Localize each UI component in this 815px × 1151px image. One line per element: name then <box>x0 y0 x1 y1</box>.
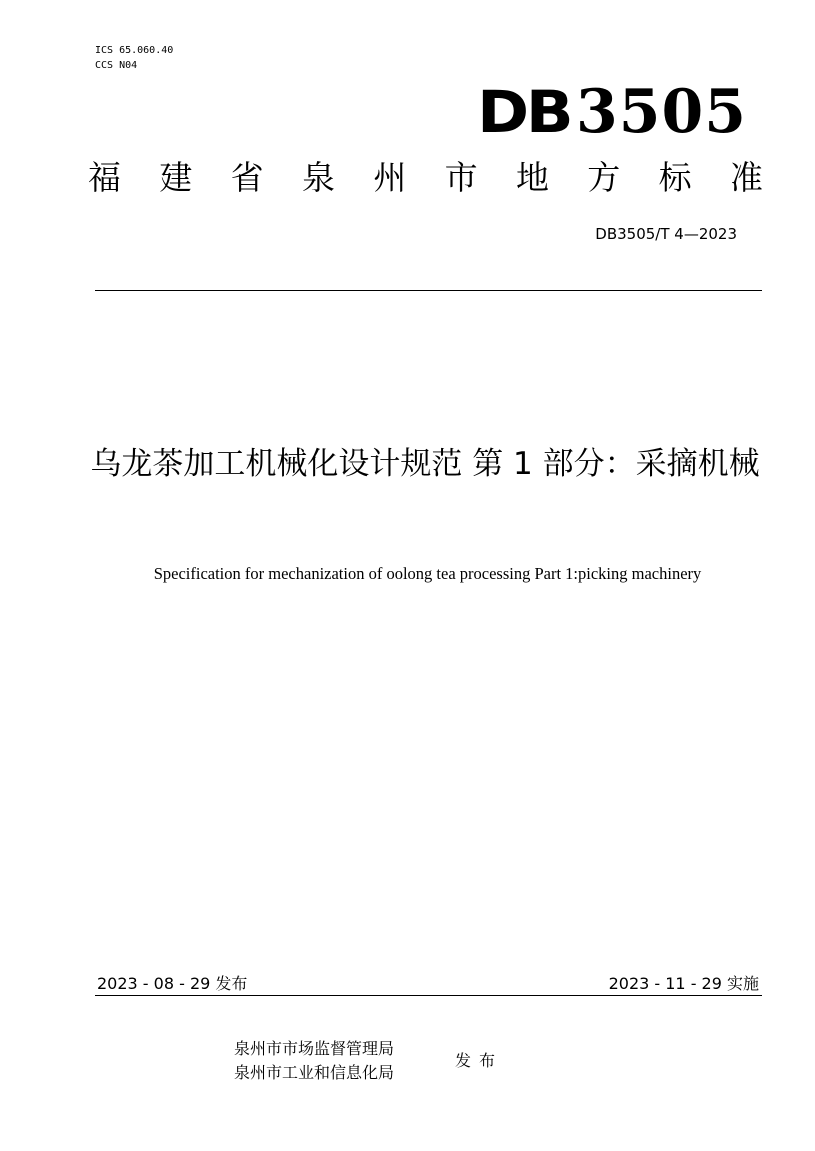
issue-date: 2023 - 08 - 29 发布 <box>97 974 248 993</box>
standard-level-char: 建 <box>159 158 193 197</box>
ics-code: ICS 65.060.40 <box>95 45 174 56</box>
standard-level-char: 方 <box>587 158 621 197</box>
standard-level-title <box>88 155 763 201</box>
standard-number: DB3505/T 4—2023 <box>595 225 737 243</box>
standard-level-char: 标 <box>658 158 692 197</box>
implementation-date: 2023 - 11 - 29 实施 <box>608 974 759 993</box>
issuer-name: 泉州市工业和信息化局 <box>234 1063 395 1082</box>
standard-level-char: 地 <box>515 158 549 197</box>
footer-divider <box>95 995 762 996</box>
document-title-chinese: 乌龙茶加工机械化设计规范 第 1 部分：采摘机械 <box>90 446 760 482</box>
header-divider <box>95 290 762 291</box>
db-number: 3505 <box>576 77 747 147</box>
standard-level-char: 省 <box>230 158 264 197</box>
issuer-name: 泉州市市场监督管理局 <box>234 1039 395 1058</box>
standard-level-char: 福 <box>88 158 121 197</box>
standard-level-char: 州 <box>373 158 407 197</box>
standard-level-char: 准 <box>729 158 763 197</box>
ccs-code: CCS N04 <box>95 60 138 71</box>
db-prefix: DB <box>476 78 570 146</box>
document-title-english: Specification for mechanization of oolong tea processing Part 1:picking machinery <box>153 564 702 583</box>
standard-level-char: 市 <box>444 158 478 197</box>
standard-level-char: 泉 <box>301 158 335 197</box>
db-standard-code <box>476 77 747 147</box>
publish-label: 发布 <box>455 1051 504 1070</box>
